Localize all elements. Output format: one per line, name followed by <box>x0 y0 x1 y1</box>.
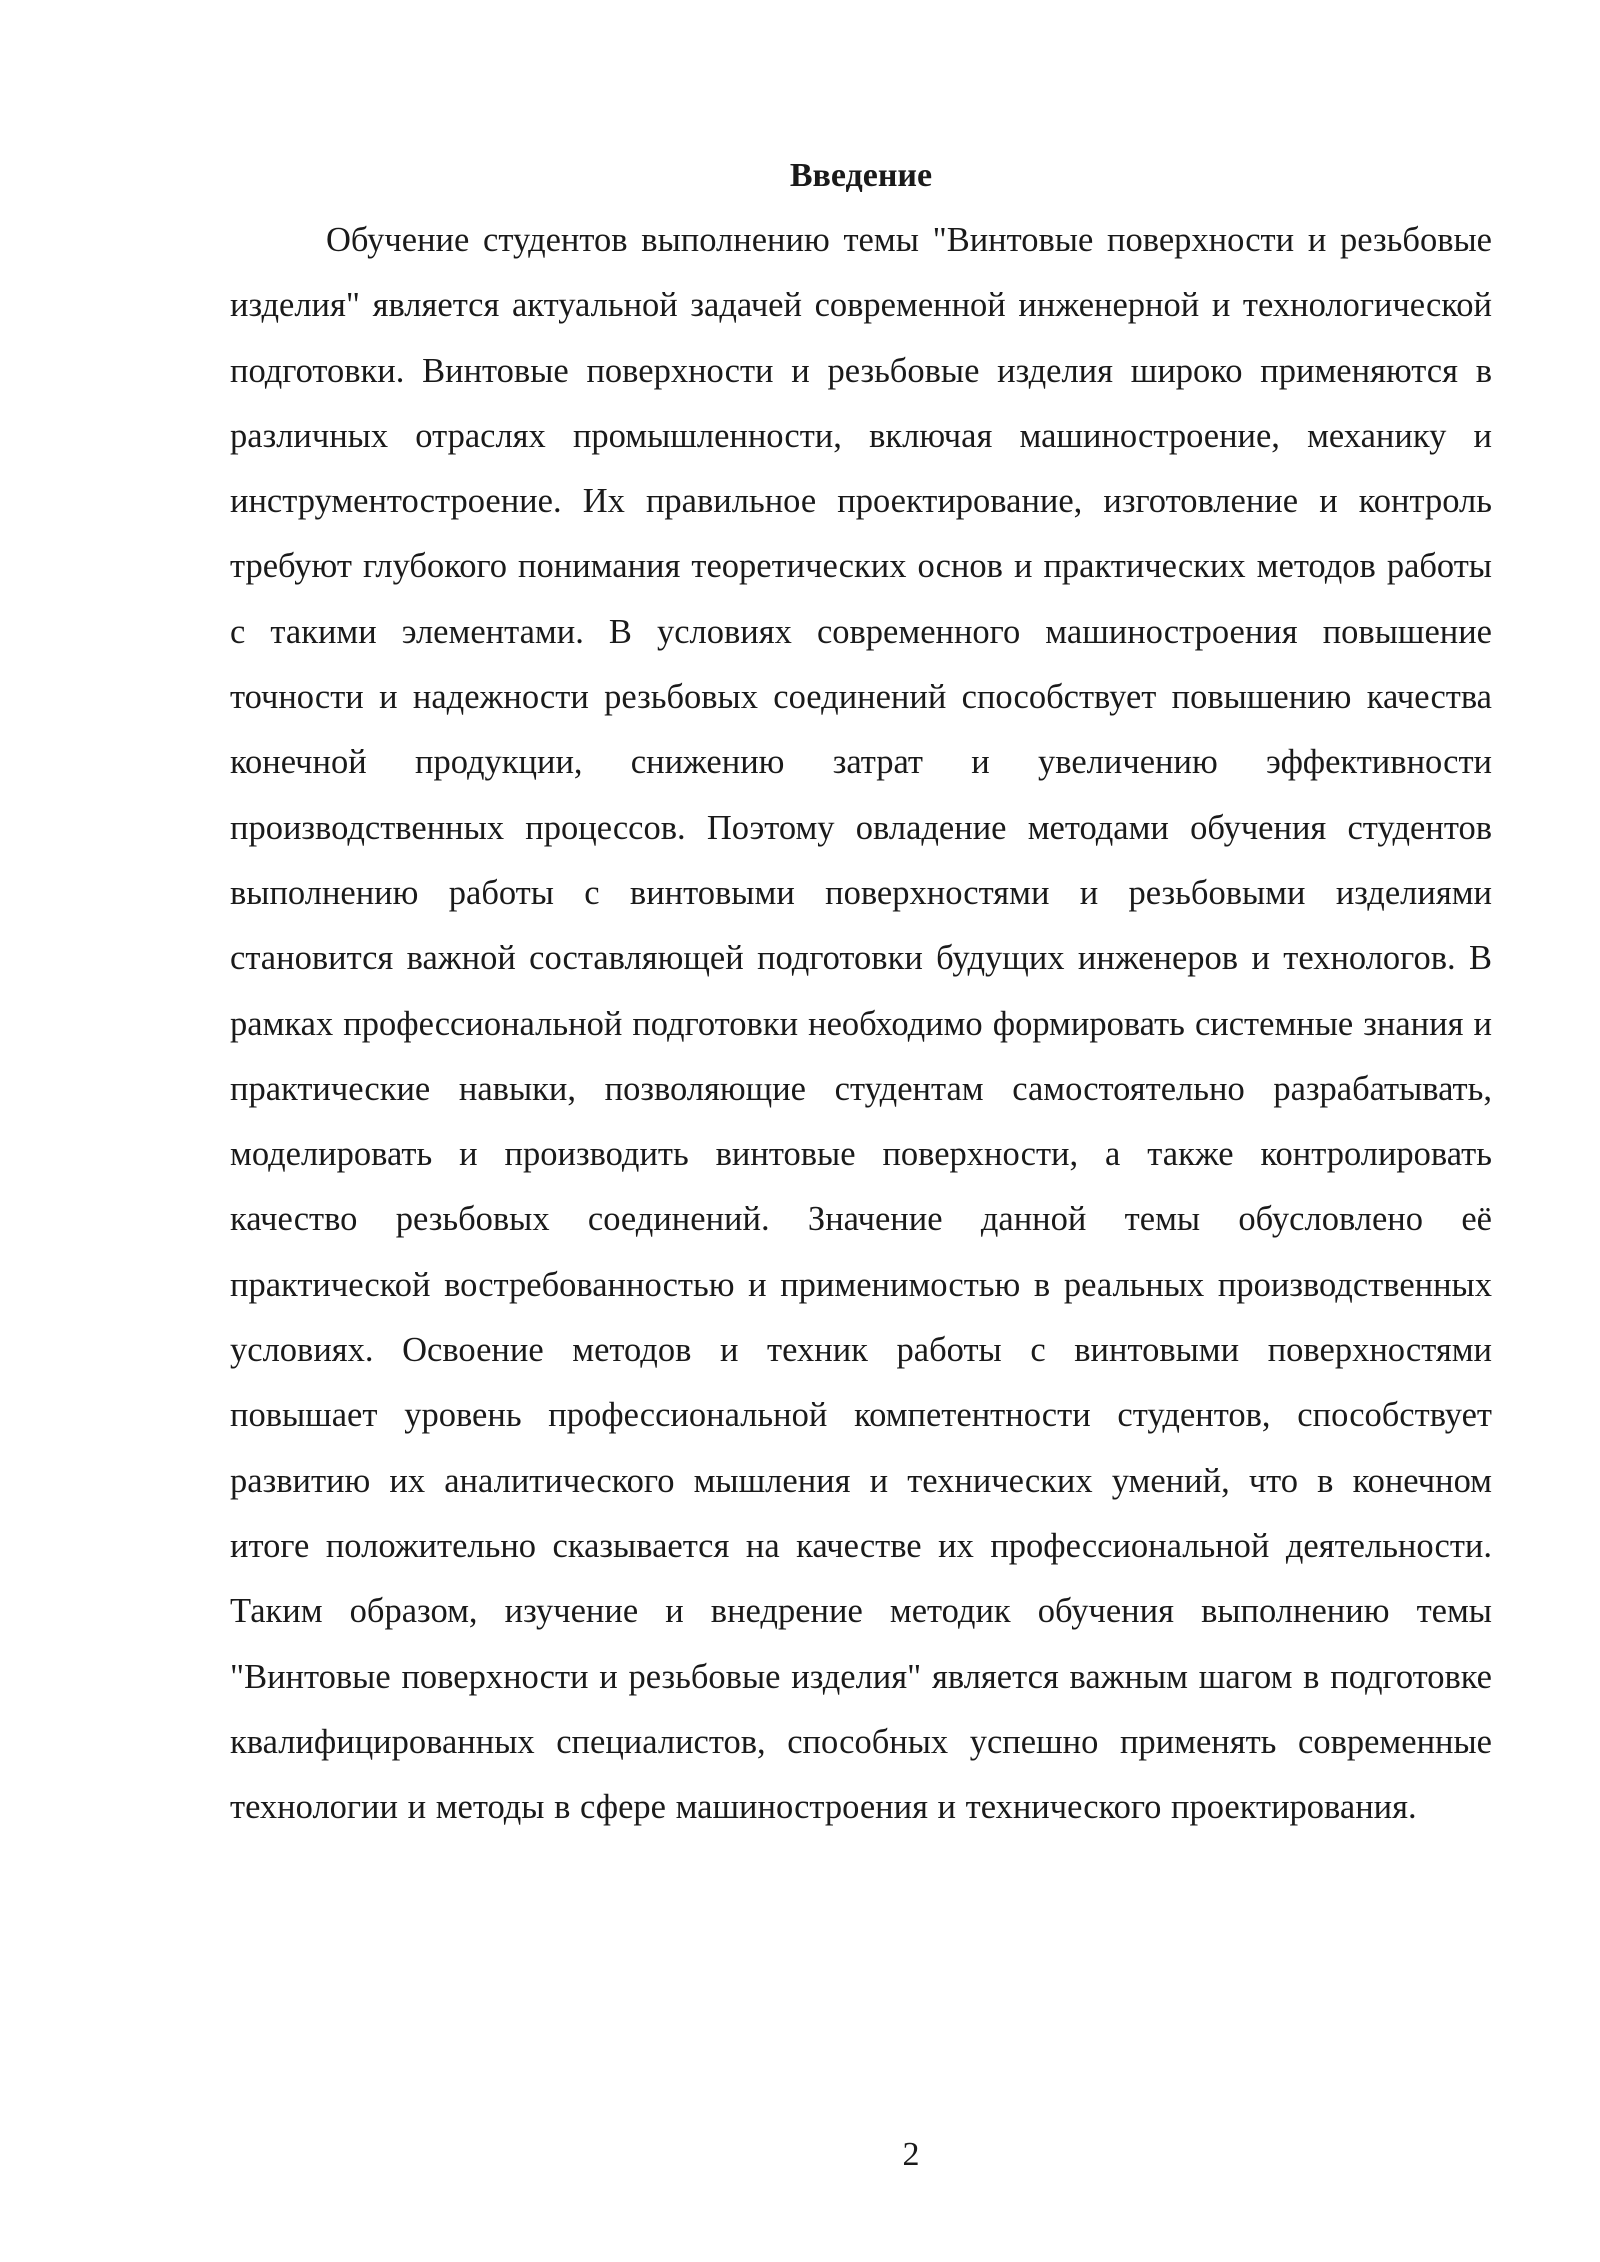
page-number: 2 <box>902 2136 920 2173</box>
page-title: Введение <box>789 157 933 194</box>
body-paragraph: Обучение студентов выполнению темы "Винтовые поверхности и резьбовые изделия" является актуальной задачей современной инженерной и технологической подготовки. Винтовые поверхности и резьбовые изделия широко применяются в различных отраслях промышленности, включая машиностроение, механику и инструментостроение. Их правильное проектирование, изготовление и контроль требуют глубокого понимания теоретических основ и практических методов работы с такими элементами. В условиях современного машиностроения повышение точности и надежности резьбовых соединений способствует повышению качества конечной продукции, снижению затрат и увеличению эффективности производственных процессов. Поэтому овладение методами обучения студентов выполнению работы с винтовыми поверхностями и резьбовыми изделиями становится важной составляющей подготовки будущих инженеров и технологов. В рамках профессиональной подготовки необходимо формировать системные знания и практические навыки, позволяющие студентам самостоятельно разрабатывать, моделировать и производить винтовые поверхности, а также контролировать качество резьбовых соединений. Значение данной темы обусловлено её практической востребованностью и применимостью в реальных производственных условиях. Освоение методов и техник работы с винтовыми поверхностями повышает уровень профессиональной компетентности студентов, способствует развитию их аналитического мышления и технических умений, что в конечном итоге положительно сказывается на качестве их профессиональной деятельности. Таким образом, изучение и внедрение методик обучения выполнению темы "Винтовые поверхности и резьбовые изделия" является важным шагом в подготовке квалифицированных специалистов, способных успешно применять современные технологии и методы в сфере машиностроения и технического проектирования. <box>230 221 1492 1827</box>
